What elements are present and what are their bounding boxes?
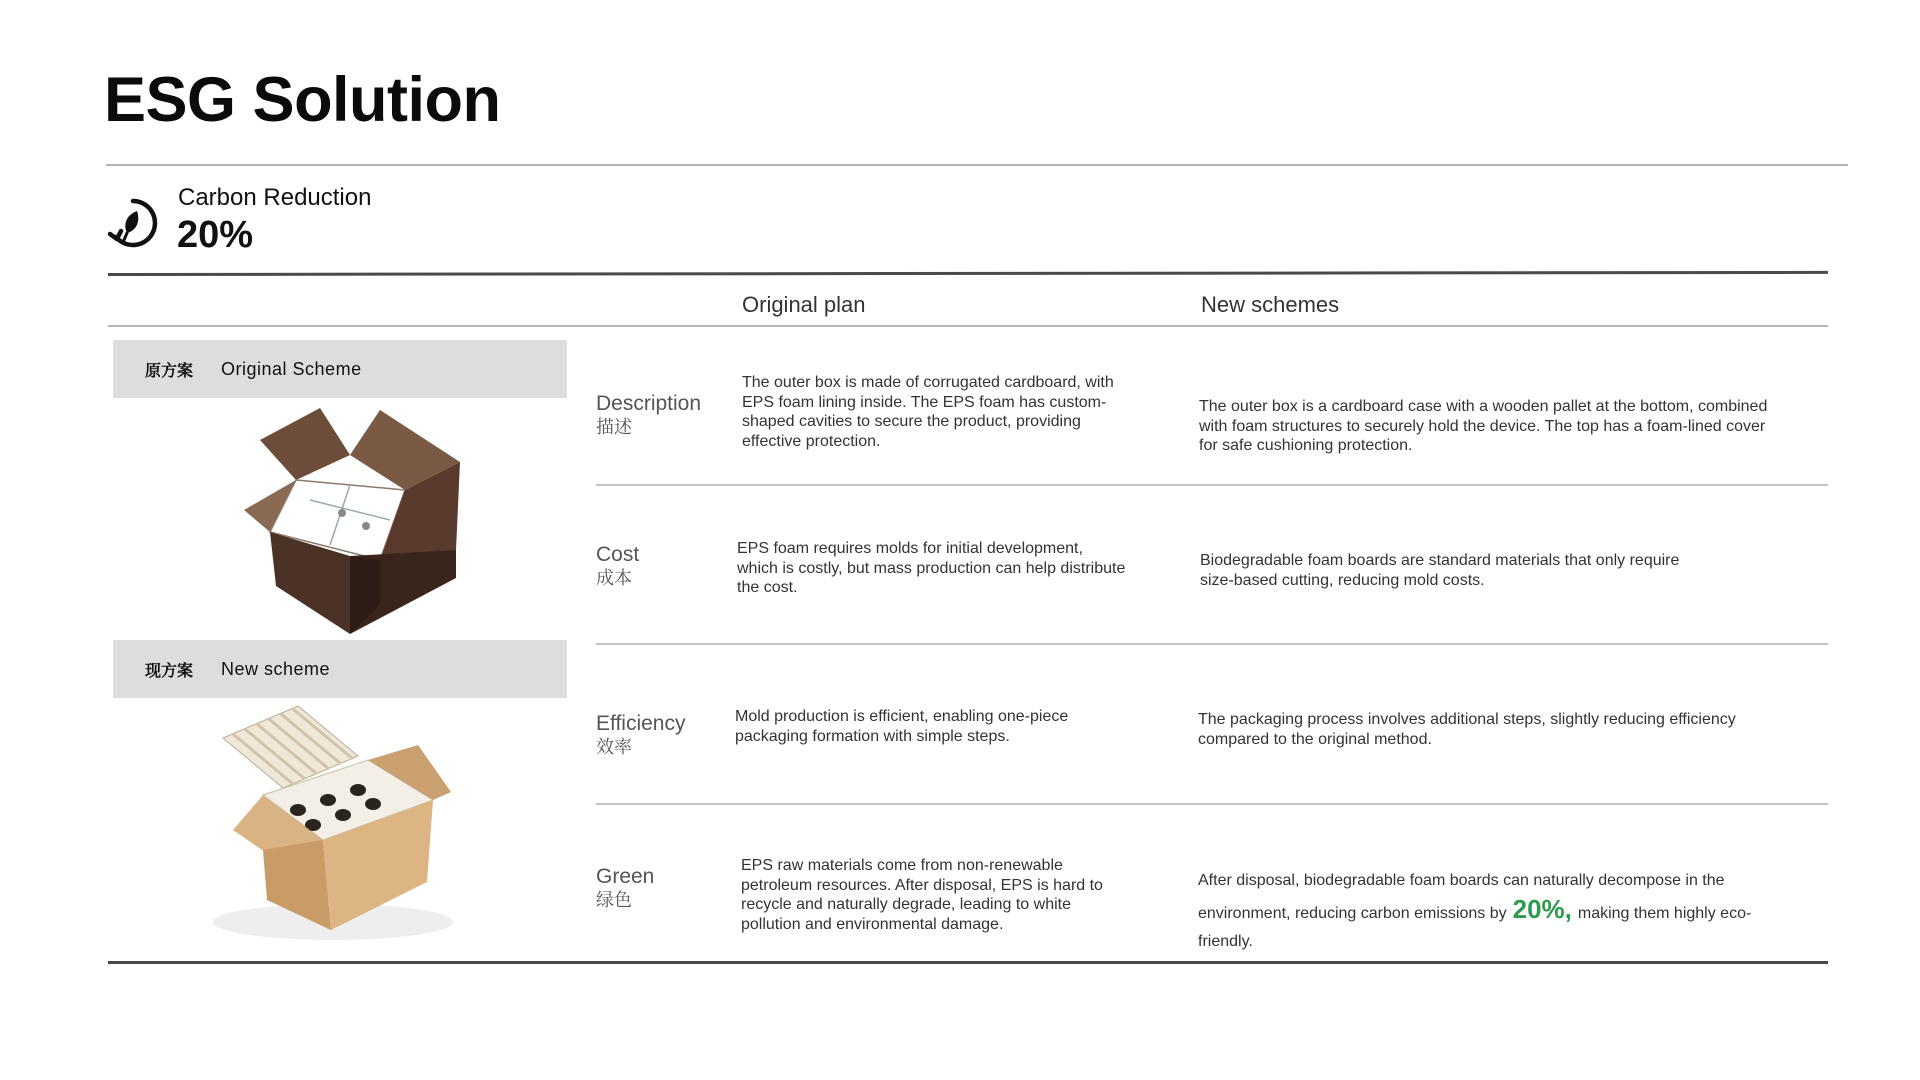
cost-original-text: EPS foam requires molds for initial development, which is costly, but mass production can help distribute the cost. bbox=[737, 540, 1126, 596]
row-label-description bbox=[596, 392, 701, 440]
title-divider bbox=[106, 164, 1848, 166]
new-scheme-en: New scheme bbox=[221, 658, 331, 679]
efficiency-original-text: Mold production is efficient, enabling one-piece packaging formation with simple steps. bbox=[735, 708, 1069, 745]
page-title: ESG Solution bbox=[104, 65, 501, 135]
row-label-zh: 成本 bbox=[596, 568, 632, 589]
new-scheme-bar bbox=[113, 640, 567, 698]
table-top-rule bbox=[108, 271, 1828, 276]
row-label-green bbox=[596, 865, 654, 913]
row-label-en: Description bbox=[596, 392, 702, 415]
eps-box-illustration bbox=[230, 400, 480, 640]
row-label-efficiency bbox=[596, 712, 686, 760]
green-original-text: EPS raw materials come from non-renewable petroleum resources. After disposal, EPS is hard to recycle and naturally degrade, leading to white pollution and environmental damage. bbox=[741, 857, 1103, 933]
original-scheme-bar bbox=[113, 340, 567, 398]
row-label-zh: 效率 bbox=[596, 737, 632, 758]
column-header-original: Original plan bbox=[742, 292, 866, 317]
row-divider bbox=[596, 803, 1828, 805]
column-header-new: New schemes bbox=[1201, 292, 1340, 317]
row-label-zh: 描述 bbox=[596, 417, 632, 438]
cost-new-text: Biodegradable foam boards are standard materials that only require size-based cutting, reducing mold costs. bbox=[1200, 552, 1680, 589]
original-scheme-zh: 原方案 bbox=[145, 360, 194, 380]
row-label-zh: 绿色 bbox=[596, 890, 632, 911]
row-label-en: Green bbox=[596, 865, 655, 888]
efficiency-new-text: The packaging process involves additional steps, slightly reducing efficiency compared to the original method. bbox=[1198, 711, 1736, 748]
carbon-reduction-label: Carbon Reduction bbox=[178, 184, 372, 211]
green-new-text-end: making them highly eco-friendly. bbox=[1198, 905, 1752, 950]
row-label-cost bbox=[596, 543, 639, 591]
description-original-text: The outer box is made of corrugated cardboard, with EPS foam lining inside. The EPS foam has custom-shaped cavities to secure the product, providing effective protection. bbox=[742, 374, 1114, 450]
description-new-text: The outer box is a cardboard case with a wooden pallet at the bottom, combined with foam structures to securely hold the device. The top has a foam-lined cover for safe cushioning protection. bbox=[1199, 398, 1768, 454]
recycle-leaf-icon bbox=[106, 196, 160, 250]
green-new-text bbox=[1198, 867, 1798, 956]
foam-board-box-illustration bbox=[203, 700, 465, 945]
green-new-text-start: After disposal, biodegradable foam boards can naturally decompose in the environment, reducing carbon emissions by bbox=[1198, 872, 1725, 922]
carbon-highlight-value: 20%, bbox=[1512, 894, 1572, 924]
row-label-en: Cost bbox=[596, 543, 640, 566]
table-header-rule bbox=[108, 325, 1828, 327]
table-bottom-rule bbox=[108, 961, 1828, 964]
row-divider bbox=[596, 643, 1828, 645]
carbon-reduction-value: 20% bbox=[177, 214, 254, 256]
row-divider bbox=[596, 484, 1828, 486]
row-label-en: Efficiency bbox=[596, 712, 686, 735]
original-scheme-en: Original Scheme bbox=[221, 358, 362, 379]
new-scheme-zh: 现方案 bbox=[145, 660, 194, 680]
